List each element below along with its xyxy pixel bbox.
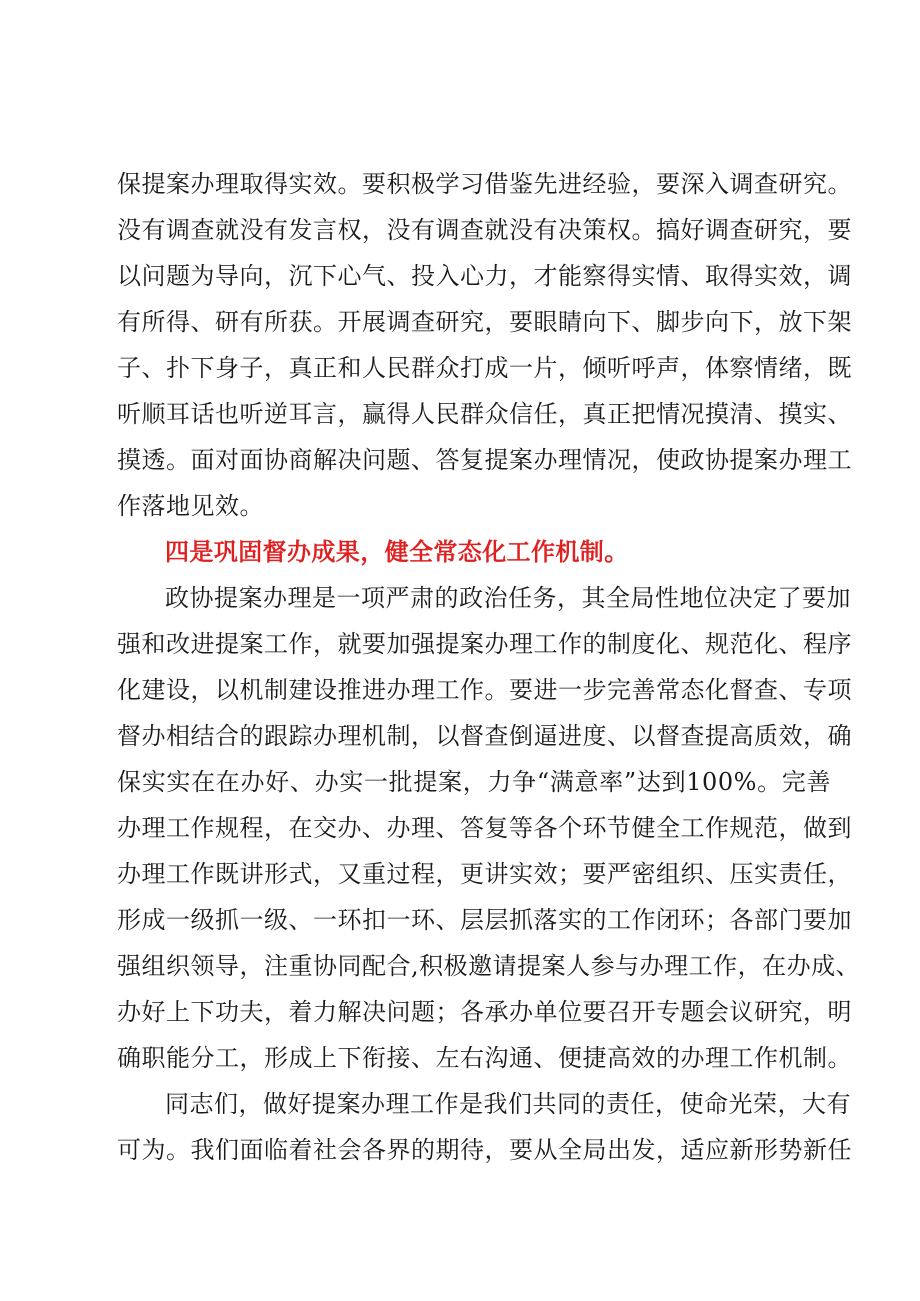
paragraph-2 bbox=[117, 575, 861, 1081]
paragraph-1-line: 有所得、研有所获。开展调查研究，要眼睛向下、脚步向下，放下架 bbox=[117, 308, 852, 336]
paragraph-1-line: 没有调查就没有发言权，没有调查就没有决策权。搞好调查研究，要 bbox=[117, 216, 852, 244]
paragraph-2-line: 督办相结合的跟踪办理机制，以督查倒逼进度、以督查提高质效，确 bbox=[117, 722, 852, 750]
document-body bbox=[117, 161, 861, 1173]
paragraph-2-line: 化建设，以机制建设推进办理工作。要进一步完善常态化督查、专项 bbox=[117, 676, 852, 704]
paragraph-2-line: 政协提案办理是一项严肃的政治任务，其全局性地位决定了要加 bbox=[165, 584, 851, 612]
paragraph-1-line: 子、扑下身子，真正和人民群众打成一片，倾听呼声，体察情绪，既 bbox=[117, 354, 852, 382]
paragraph-2-line: 确职能分工，形成上下衔接、左右沟通、便捷高效的办理工作机制。 bbox=[117, 1044, 852, 1072]
paragraph-2-line: 办理工作规程，在交办、办理、答复等各个环节健全工作规范，做到 bbox=[117, 814, 852, 842]
paragraph-2-line: 强和改进提案工作，就要加强提案办理工作的制度化、规范化、程序 bbox=[117, 630, 852, 658]
paragraph-2-line: 形成一级抓一级、一环扣一环、层层抓落实的工作闭环；各部门要加 bbox=[117, 906, 852, 934]
paragraph-2-line: 保实实在在办好、办实一批提案，力争“满意率”达到100%。完善 bbox=[117, 768, 831, 796]
section-heading: 四是巩固督办成果，健全常态化工作机制。 bbox=[165, 538, 629, 566]
paragraph-1-line: 保提案办理取得实效。要积极学习借鉴先进经验，要深入调查研究。 bbox=[117, 170, 852, 198]
paragraph-3-line: 可为。我们面临着社会各界的期待，要从全局出发，适应新形势新任 bbox=[117, 1136, 852, 1164]
paragraph-1-line: 听顺耳话也听逆耳言，赢得人民群众信任，真正把情况摸清、摸实、 bbox=[117, 400, 852, 428]
paragraph-1-line: 摸透。面对面协商解决问题、答复提案办理情况，使政协提案办理工 bbox=[117, 446, 852, 474]
paragraph-3-line: 同志们，做好提案办理工作是我们共同的责任，使命光荣，大有 bbox=[165, 1090, 851, 1118]
paragraph-1 bbox=[117, 161, 852, 529]
paragraph-3 bbox=[117, 1081, 852, 1173]
paragraph-1-line: 以问题为导向，沉下心气、投入心力，才能察得实情、取得实效，调 bbox=[117, 262, 852, 290]
paragraph-2-line: 办理工作既讲形式，又重过程，更讲实效；要严密组织、压实责任， bbox=[117, 860, 852, 888]
paragraph-1-line: 作落地见效。 bbox=[117, 492, 264, 520]
paragraph-2-line: 强组织领导，注重协同配合,积极邀请提案人参与办理工作，在办成、 bbox=[117, 952, 861, 980]
paragraph-2-line: 办好上下功夫，着力解决问题；各承办单位要召开专题会议研究，明 bbox=[117, 998, 852, 1026]
